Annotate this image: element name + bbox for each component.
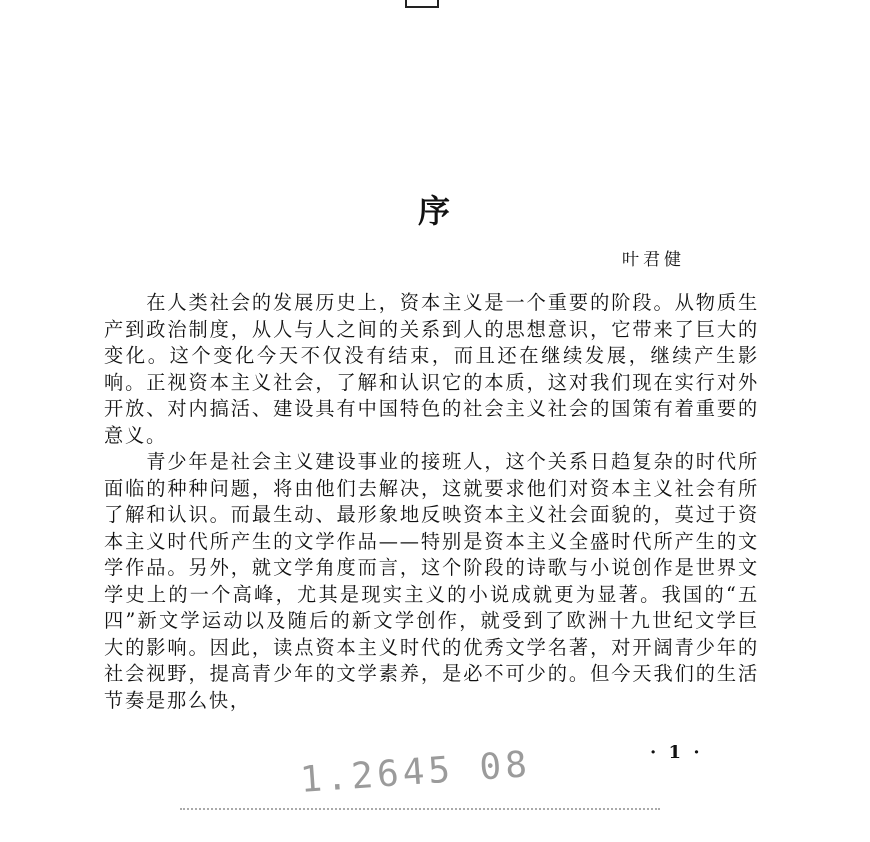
paragraph: 在人类社会的发展历史上，资本主义是一个重要的阶段。从物质生产到政治制度，从人与人之间的关系到人的思想意识，它带来了巨大的变化。这个变化今天不仅没有结束，而且还在继续发展，继续产生影响。正视资本主义社会，了解和认识它的本质，这对我们现在实行对外开放、对内搞活、建设具有中国特色的社会主义社会的国策有着重要的意义。 <box>104 291 759 447</box>
page-title: 序 <box>417 192 452 230</box>
page-number: · 1 · <box>650 742 703 763</box>
top-edge-mark <box>405 0 439 8</box>
handwritten-catalog-number: 1.2645 08 <box>298 743 533 802</box>
body-text <box>104 290 759 714</box>
paragraph: 青少年是社会主义建设事业的接班人，这个关系日趋复杂的时代所面临的种种问题，将由他们去解决，这就要求他们对资本主义社会有所了解和认识。而最生动、最形象地反映资本主义社会面貌的，莫过于资本主义时代所产生的文学作品——特别是资本主义全盛时代所产生的文学作品。另外，就文学角度而言，这个阶段的诗歌与小说创作是世界文学史上的一个高峰，尤其是现实主义的小说成就更为显著。我国的“五四”新文学运动以及随后的新文学创作，就受到了欧洲十九世纪文学巨大的影响。因此，读点资本主义时代的优秀文学名著，对开阔青少年的社会视野，提高青少年的文学素养，是必不可少的。但今天我们的生活节奏是那么快， <box>104 450 759 712</box>
author-name: 叶君健 <box>622 250 685 270</box>
bottom-dotted-rule <box>180 808 660 810</box>
